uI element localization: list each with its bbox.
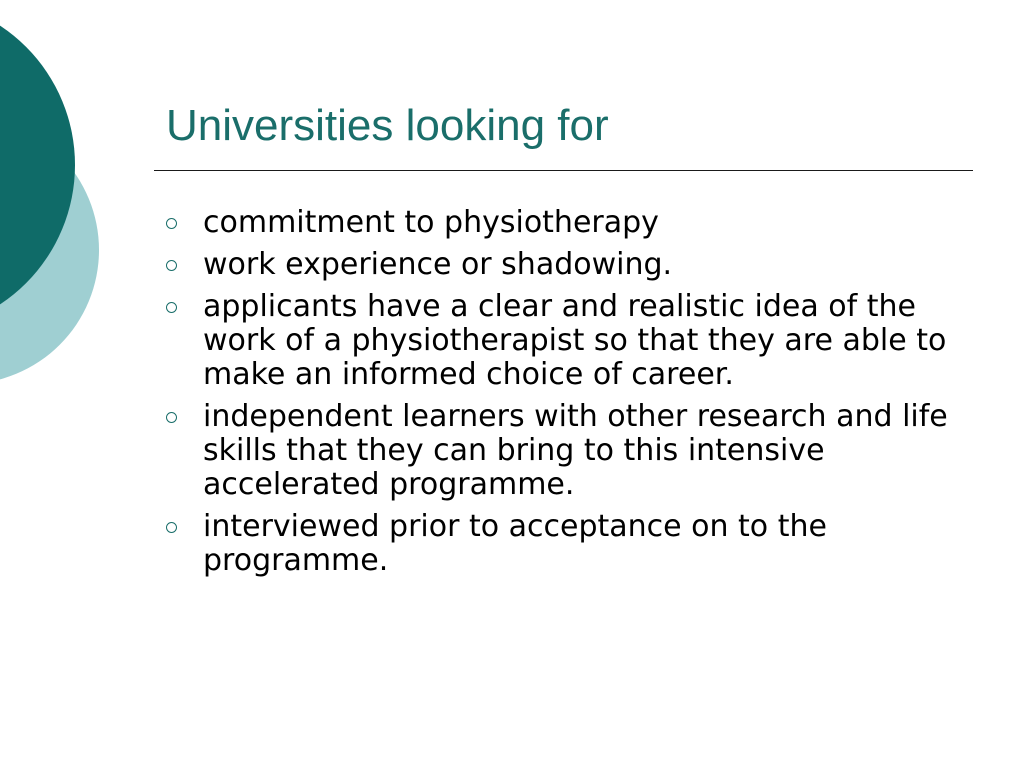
bullet-item	[164, 400, 964, 502]
hollow-circle-bullet-icon	[166, 218, 177, 229]
bullet-text: applicants have a clear and realistic idea of the work of a physiotherapist so that they are able to make an informed choice of career.	[203, 289, 947, 392]
bullet-list	[164, 206, 964, 586]
bullet-item	[164, 290, 964, 392]
slide-title: Universities looking for	[166, 101, 609, 150]
bullet-item	[164, 510, 964, 578]
bullet-text: independent learners with other research and life skills that they can bring to this intensive accelerated programme.	[203, 399, 948, 502]
bullet-text: interviewed prior to acceptance on to the programme.	[203, 509, 827, 578]
hollow-circle-bullet-icon	[166, 522, 177, 533]
bullet-text: commitment to physiotherapy	[203, 205, 659, 240]
bullet-item	[164, 206, 964, 240]
hollow-circle-bullet-icon	[166, 412, 177, 423]
decorative-circles	[0, 0, 110, 420]
hollow-circle-bullet-icon	[166, 260, 177, 271]
hollow-circle-bullet-icon	[166, 302, 177, 313]
title-divider	[154, 170, 973, 171]
bullet-item	[164, 248, 964, 282]
bullet-text: work experience or shadowing.	[203, 247, 673, 282]
